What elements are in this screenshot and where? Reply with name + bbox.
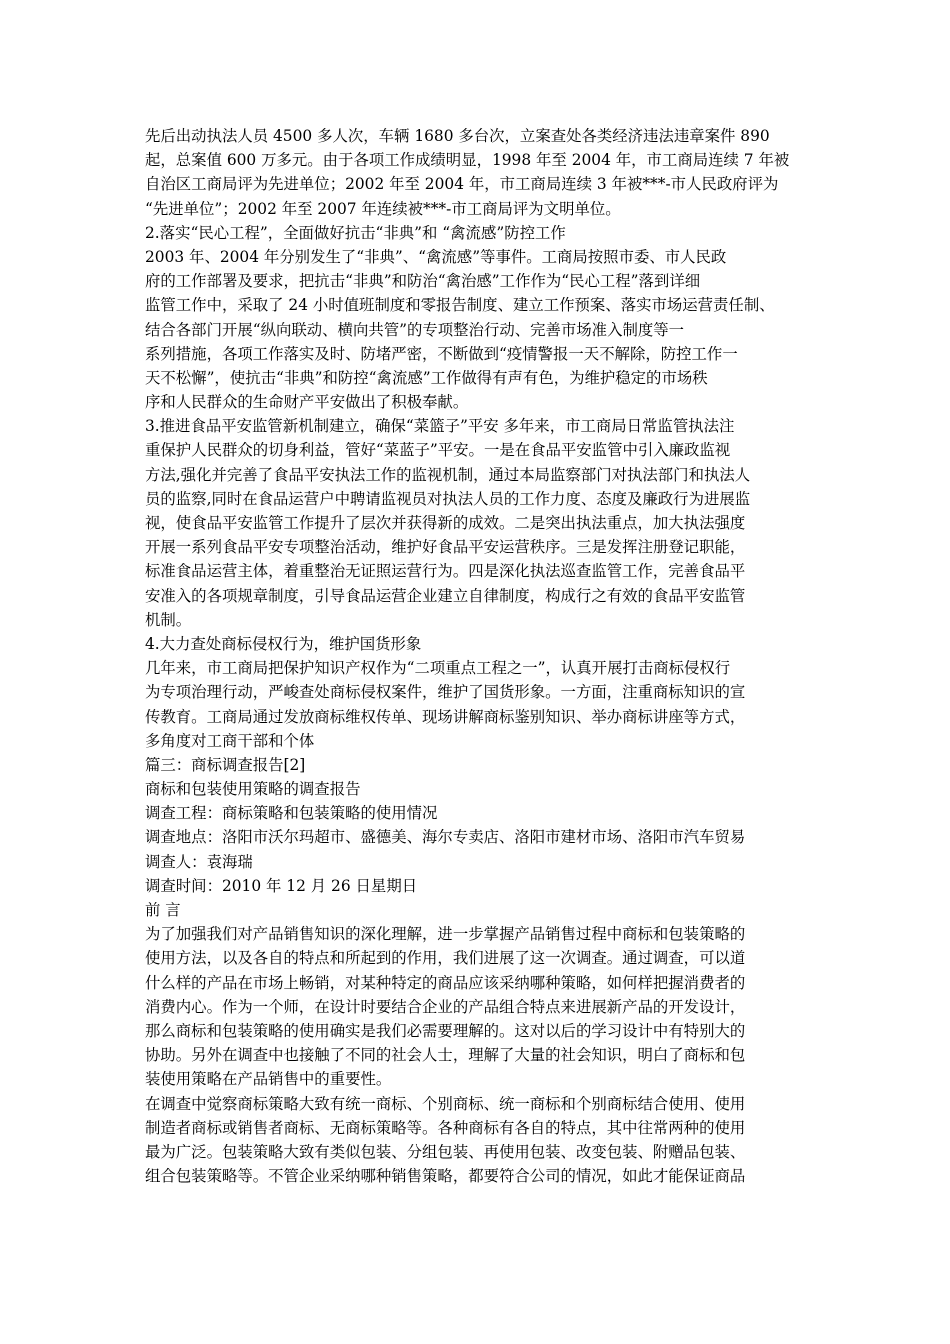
text-line: 组合包装策略等。不管企业采纳哪种销售策略，都要符合公司的情况，如此才能保证商品 (145, 1167, 746, 1186)
text-line: 员的监察,同时在食品运营户中聘请监视员对执法人员的工作力度、态度及廉政行为进展监 (145, 489, 751, 508)
text-line: 几年来，市工商局把保护知识产权作为“二项重点工程之一”，认真开展打击商标侵权行 (145, 659, 731, 678)
report-title: 商标和包装使用策略的调查报告 (145, 780, 361, 799)
section-heading: 3.推进食品平安监管新机制建立，确保“菜篮子”平安 多年来，市工商局日常监管执法注 (145, 417, 735, 436)
document-body (145, 124, 815, 1188)
text-line: 安准入的各项规章制度，引导食品运营企业建立自律制度，构成行之有效的食品平安监管 (145, 586, 746, 605)
text-line: 府的工作部署及要求，把抗击“非典”和防治“禽治感”工作作为“民心工程”落到详细 (145, 272, 701, 291)
text-line: 传教育。工商局通过发放商标维权传单、现场讲解商标鉴别知识、举办商标讲座等方式， (145, 707, 746, 726)
text-line: 多角度对工商干部和个体 (145, 731, 315, 750)
text-line: 那么商标和包装策略的使用确实是我们必需要理解的。这对以后的学习设计中有特别大的 (145, 1021, 746, 1040)
text-line: 什么样的产品在市场上畅销，对某种特定的商品应该采纳哪种策略，如何样把握消费者的 (145, 973, 746, 992)
text-line: 协助。另外在调查中也接触了不同的社会人士，理解了大量的社会知识，明白了商标和包 (145, 1046, 746, 1065)
survey-time: 调查时间：2010 年 12 月 26 日星期日 (145, 876, 418, 895)
text-line: 为专项治理行动，严峻查处商标侵权案件，维护了国货形象。一方面，注重商标知识的宣 (145, 683, 746, 702)
survey-person: 调查人：袁海瑞 (145, 852, 253, 871)
text-line: 结合各部门开展“纵向联动、横向共管”的专项整治行动、完善市场准入制度等一 (145, 320, 685, 339)
text-line: 在调查中觉察商标策略大致有统一商标、个别商标、统一商标和个别商标结合使用、使用 (145, 1094, 746, 1113)
text-line: 系列措施，各项工作落实及时、防堵严密，不断做到“疫情警报一天不解除，防控工作一 (145, 344, 738, 363)
survey-location: 调查地点：洛阳市沃尔玛超市、盛德美、海尔专卖店、洛阳市建材市场、洛阳市汽车贸易 (145, 828, 746, 847)
text-line: 装使用策略在产品销售中的重要性。 (145, 1070, 392, 1089)
survey-project: 调查工程：商标策略和包装策略的使用情况 (145, 804, 438, 823)
chapter-title: 篇三：商标调查报告[2] (145, 755, 306, 774)
text-line: 重保护人民群众的切身利益，管好“菜蓝子”平安。一是在食品平安监管中引入廉政监视 (145, 441, 731, 460)
section-heading: 2.落实“民心工程”，全面做好抗击“非典”和 “禽流感”防控工作 (145, 223, 566, 242)
text-line: 使用方法，以及各自的特点和所起到的作用，我们进展了这一次调查。通过调查，可以道 (145, 949, 746, 968)
text-line: 方法,强化并完善了食品平安执法工作的监视机制，通过本局监察部门对执法部门和执法人 (145, 465, 751, 484)
section-heading: 4.大力查处商标侵权行为，维护国货形象 (145, 634, 422, 653)
text-line: “先进单位”；2002 年至 2007 年连续被***-市工商局评为文明单位。 (145, 199, 621, 218)
text-line: 机制。 (145, 610, 192, 629)
text-line: 消费内心。作为一个师，在设计时要结合企业的产品组合特点来进展新产品的开发设计， (145, 997, 746, 1016)
text-line: 自治区工商局评为先进单位；2002 年至 2004 年，市工商局连续 3 年被***-市人民政府评为 (145, 175, 779, 194)
text-line: 制造者商标或销售者商标、无商标策略等。各种商标有各自的特点，其中往常两种的使用 (145, 1118, 746, 1137)
text-line: 监管工作中，采取了 24 小时值班制度和零报告制度、建立工作预案、落实市场运营责任制、 (145, 296, 775, 315)
text-line: 为了加强我们对产品销售知识的深化理解，进一步掌握产品销售过程中商标和包装策略的 (145, 925, 746, 944)
preface-heading: 前 言 (145, 901, 181, 919)
text-line: 起，总案值 600 万多元。由于各项工作成绩明显，1998 年至 2004 年，市工商局连续 7 年被 (145, 151, 790, 170)
text-line: 视，使食品平安监管工作提升了层次并获得新的成效。二是突出执法重点，加大执法强度 (145, 514, 746, 532)
text-line: 先后出动执法人员 4500 多人次，车辆 1680 多台次，立案查处各类经济违法违章案件 890 (145, 127, 770, 145)
text-line: 开展一系列食品平安专项整治活动，维护好食品平安运营秩序。三是发挥注册登记职能， (145, 538, 746, 557)
text-line: 标准食品运营主体，着重整治无证照运营行为。四是深化执法巡查监管工作，完善食品平 (145, 562, 746, 581)
text-line: 最为广泛。包装策略大致有类似包装、分组包装、再使用包装、改变包装、附赠品包装、 (145, 1142, 746, 1161)
text-line: 2003 年、2004 年分别发生了“非典”、“禽流感”等事件。工商局按照市委、市人民政 (145, 247, 727, 266)
text-line: 天不松懈”，使抗击“非典”和防控“禽流感”工作做得有声有色，为维护稳定的市场秩 (145, 368, 708, 387)
text-line: 序和人民群众的生命财产平安做出了积极奉献。 (145, 393, 469, 412)
